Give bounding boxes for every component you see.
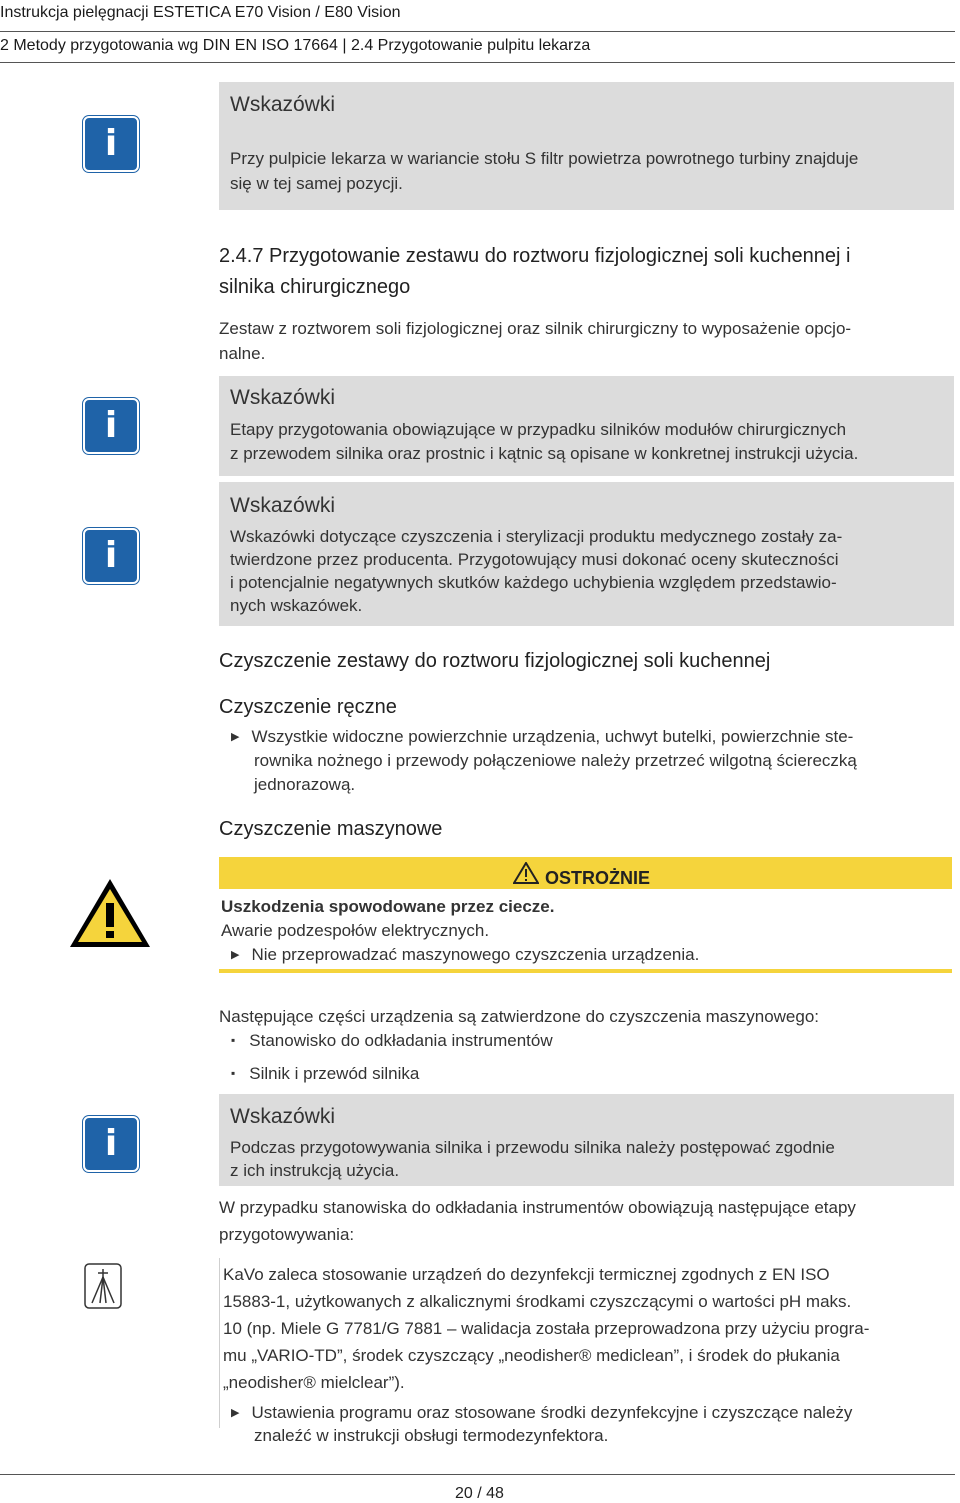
note-text: nych wskazówek.: [230, 596, 363, 615]
note-text: się w tej samej pozycji.: [230, 174, 403, 193]
bullet-item: ▶ Ustawienia programu oraz stosowane środki dezynfekcyjne i czyszczące należy: [231, 1401, 852, 1425]
note-text: Przy pulpicie lekarza w wariancie stołu S filtr powietrza powrotnego turbiny znajduje: [230, 149, 859, 168]
info-icon: i: [83, 1116, 139, 1172]
note-text: Wskazówki dotyczące czyszczenia i sterylizacji produktu medycznego zostały za-: [230, 527, 843, 546]
bullet-continuation: jednorazową.: [254, 775, 356, 794]
paragraph: W przypadku stanowiska do odkładania instrumentów obowiązują następujące etapy: [219, 1198, 856, 1217]
section-heading: 2.4.7 Przygotowanie zestawu do roztworu fizjologicznej soli kuchennej i: [219, 245, 851, 267]
note-text: twierdzone przez producenta. Przygotowujący musi dokonać oceny skuteczności: [230, 550, 839, 569]
note-box: [219, 482, 954, 626]
note-title: Wskazówki: [230, 386, 336, 409]
section-heading: silnika chirurgicznego: [219, 276, 411, 298]
triangle-bullet-icon: ▶: [231, 949, 240, 961]
caution-icon: [513, 862, 539, 884]
paragraph: KaVo zaleca stosowanie urządzeń do dezynfekcji termicznej zgodnych z EN ISO: [223, 1265, 830, 1284]
note-title: Wskazówki: [230, 494, 336, 517]
note-text: z ich instrukcją użycia.: [230, 1161, 400, 1180]
note-text: Etapy przygotowania obowiązujące w przypadku silników modułów chirurgicznych: [230, 420, 847, 439]
note-title: Wskazówki: [230, 93, 336, 116]
header-divider-bottom: [0, 62, 955, 63]
breadcrumb: 2 Metody przygotowania wg DIN EN ISO 17664 | 2.4 Przygotowanie pulpitu lekarza: [0, 37, 591, 54]
footer-divider: [0, 1474, 955, 1475]
paragraph: Zestaw z roztworem soli fizjologicznej oraz silnik chirurgiczny to wyposażenie opcjo-: [219, 319, 852, 338]
caution-divider: [219, 969, 952, 973]
info-icon: i: [83, 528, 139, 584]
note-box: [219, 376, 954, 476]
caution-hazard: Uszkodzenia spowodowane przez ciecze.: [221, 897, 555, 916]
triangle-bullet-icon: ▶: [231, 731, 240, 743]
info-icon: i: [83, 116, 139, 172]
bullet-continuation: rownika nożnego i przewody połączeniowe należy przetrzeć wilgotną ściereczką: [254, 751, 857, 770]
note-text: Podczas przygotowywania silnika i przewodu silnika należy postępować zgodnie: [230, 1138, 835, 1157]
bullet-continuation: znaleźć w instrukcji obsługi termodezynfektora.: [254, 1426, 609, 1445]
bullet-item: ▶ Nie przeprowadzać maszynowego czyszczenia urządzenia.: [231, 943, 699, 967]
note-title: Wskazówki: [230, 1105, 336, 1128]
paragraph: 10 (np. Miele G 7781/G 7881 – walidacja została przeprowadzona przy użyciu progra-: [223, 1319, 870, 1338]
paragraph: nalne.: [219, 344, 266, 363]
page-number: 20 / 48: [455, 1485, 504, 1502]
note-text: z przewodem silnika oraz prostnic i kątnic są opisane w konkretnej instrukcji użycia.: [230, 444, 859, 463]
subsection-heading: Czyszczenie zestawy do roztworu fizjologicznej soli kuchennej: [219, 650, 771, 672]
note-text: i potencjalnie negatywnych skutków każdego uchybienia względem przedstawio-: [230, 573, 837, 592]
header-divider: [0, 31, 955, 32]
paragraph-rule: [219, 1258, 220, 1428]
subsection-heading: Czyszczenie maszynowe: [219, 818, 443, 840]
caution-header: [219, 857, 952, 889]
paragraph: przygotowywania:: [219, 1225, 355, 1244]
list-item: ▪ Silnik i przewód silnika: [231, 1064, 420, 1083]
paragraph: mu „VARIO-TD”, środek czyszczący „neodisher® mediclean”, i środek do płukania: [223, 1346, 840, 1365]
warning-triangle-icon: [67, 876, 153, 950]
note-box: [219, 1094, 954, 1186]
triangle-bullet-icon: ▶: [231, 1407, 240, 1419]
square-bullet-icon: ▪: [231, 1066, 236, 1080]
caution-consequence: Awarie podzespołów elektrycznych.: [221, 921, 490, 940]
square-bullet-icon: ▪: [231, 1033, 236, 1047]
paragraph: Następujące części urządzenia są zatwierdzone do czyszczenia maszynowego:: [219, 1007, 820, 1026]
thermodisinfector-icon: [84, 1263, 122, 1309]
caution-label: OSTROŻNIE: [545, 868, 651, 888]
document-title: Instrukcja pielęgnacji ESTETICA E70 Vision / E80 Vision: [0, 4, 401, 21]
subsection-heading: Czyszczenie ręczne: [219, 696, 397, 718]
note-box: [219, 82, 954, 210]
paragraph: „neodisher® mielclear”).: [223, 1373, 405, 1392]
list-item: ▪ Stanowisko do odkładania instrumentów: [231, 1031, 553, 1050]
paragraph: 15883-1, użytkowanych z alkalicznymi środkami czyszczącymi o wartości pH maks.: [223, 1292, 852, 1311]
info-icon: i: [83, 398, 139, 454]
bullet-item: ▶ Wszystkie widoczne powierzchnie urządzenia, uchwyt butelki, powierzchnie ste-: [231, 725, 853, 749]
